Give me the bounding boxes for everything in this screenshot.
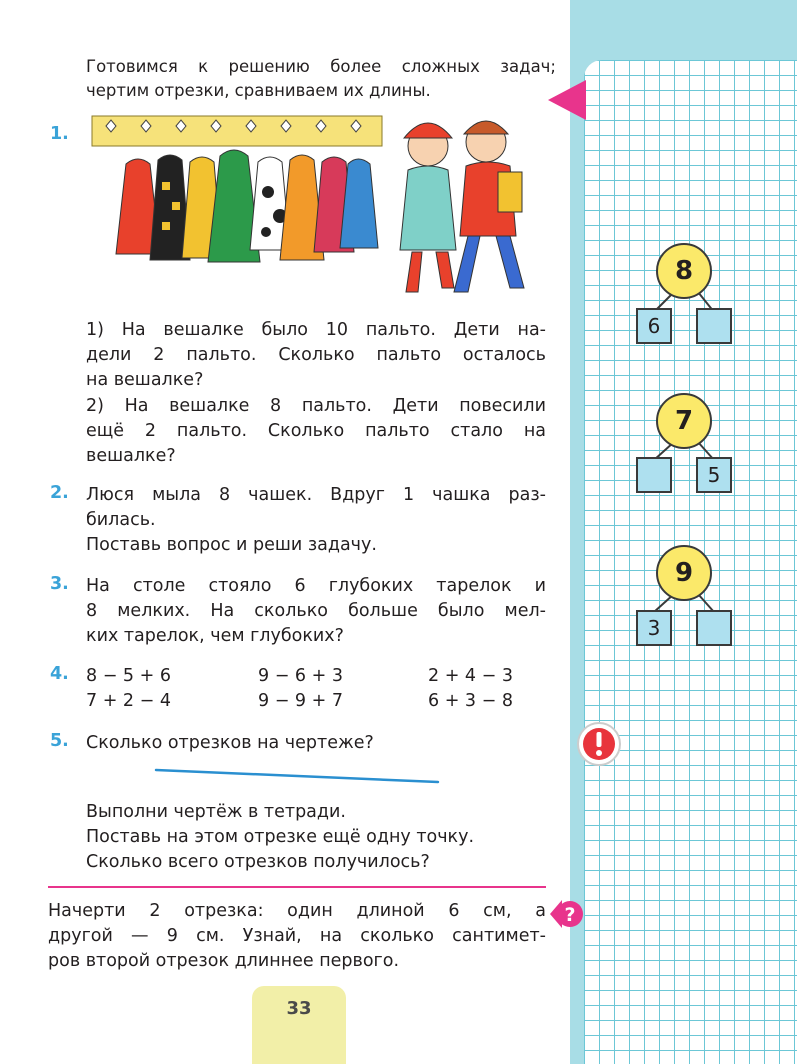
exclamation-icon: [576, 721, 622, 767]
task-3-number: 3.: [50, 574, 69, 594]
intro-line-2: чертим отрезки, сравниваем их длины.: [86, 81, 431, 100]
tree-3-right[interactable]: [696, 610, 732, 646]
expression: 9 − 9 + 7: [258, 691, 343, 711]
tree-2-top: 7: [656, 393, 712, 449]
task-5-line: Поставь на этом отрезке ещё одну точку.: [86, 827, 475, 847]
pink-divider: [48, 886, 546, 888]
task-2-text: [86, 483, 546, 558]
task-1-part-2-line: вешалке?: [86, 446, 176, 466]
task-1-part-2-line: 2) На вешалке 8 пальто. Дети повесили: [86, 396, 546, 416]
task-3-line: ких тарелок, чем глубоких?: [86, 626, 344, 646]
task-1-part-1: [86, 318, 546, 393]
tree-1-right[interactable]: [696, 308, 732, 344]
bonus-task-text: [48, 899, 546, 974]
task-5-number: 5.: [50, 731, 69, 751]
task-5-line: Сколько всего отрезков получилось?: [86, 852, 430, 872]
tree-3-left: 3: [636, 610, 672, 646]
coat-rack-illustration: [86, 112, 556, 312]
expression: 2 + 4 − 3: [428, 666, 513, 686]
task-1-part-1-line: 1) На вешалке было 10 пальто. Дети на-: [86, 320, 546, 340]
question-icon: [548, 894, 588, 934]
segment-drawing: [150, 760, 450, 790]
bonus-line: другой — 9 см. Узнай, на сколько сантимет-: [48, 926, 546, 946]
task-5-line: Выполни чертёж в тетради.: [86, 802, 346, 822]
page-number: 33: [286, 998, 312, 1019]
task-2-line: Поставь вопрос и реши задачу.: [86, 535, 377, 555]
tree-2-left[interactable]: [636, 457, 672, 493]
task-2-line: билась.: [86, 510, 156, 530]
task-4-number: 4.: [50, 664, 69, 684]
expression: 9 − 6 + 3: [258, 666, 343, 686]
tree-3-top: 9: [656, 545, 712, 601]
bonus-line: ров второй отрезок длиннее первого.: [48, 951, 400, 971]
task-2-number: 2.: [50, 483, 69, 503]
task-2-line: Люся мыла 8 чашек. Вдруг 1 чашка раз-: [86, 485, 546, 505]
intro-line-1: Готовимся к решению более сложных задач;: [86, 57, 556, 76]
tree-1-left: 6: [636, 308, 672, 344]
expression: 8 − 5 + 6: [86, 666, 171, 686]
task-5-instructions: [86, 800, 556, 875]
task-1-part-2: [86, 394, 546, 469]
task-3-line: На столе стояло 6 глубоких тарелок и: [86, 576, 546, 596]
tree-2-right: 5: [696, 457, 732, 493]
intro-text: [86, 55, 556, 103]
task-5-question: Сколько отрезков на чертеже?: [86, 733, 374, 753]
bonus-line: Начерти 2 отрезка: один длиной 6 см, а: [48, 901, 546, 921]
task-3-text: [86, 574, 546, 649]
task-1-part-2-line: ещё 2 пальто. Сколько пальто стало на: [86, 421, 546, 441]
expression: 6 + 3 − 8: [428, 691, 513, 711]
task-3-line: 8 мелких. На сколько больше было мел-: [86, 601, 546, 621]
svg-text:?: ?: [564, 904, 576, 926]
task-1-number: 1.: [50, 124, 69, 144]
task-1-part-1-line: дели 2 пальто. Сколько пальто осталось: [86, 345, 546, 365]
task-1-part-1-line: на вешалке?: [86, 370, 204, 390]
tree-1-top: 8: [656, 243, 712, 299]
expression: 7 + 2 − 4: [86, 691, 171, 711]
